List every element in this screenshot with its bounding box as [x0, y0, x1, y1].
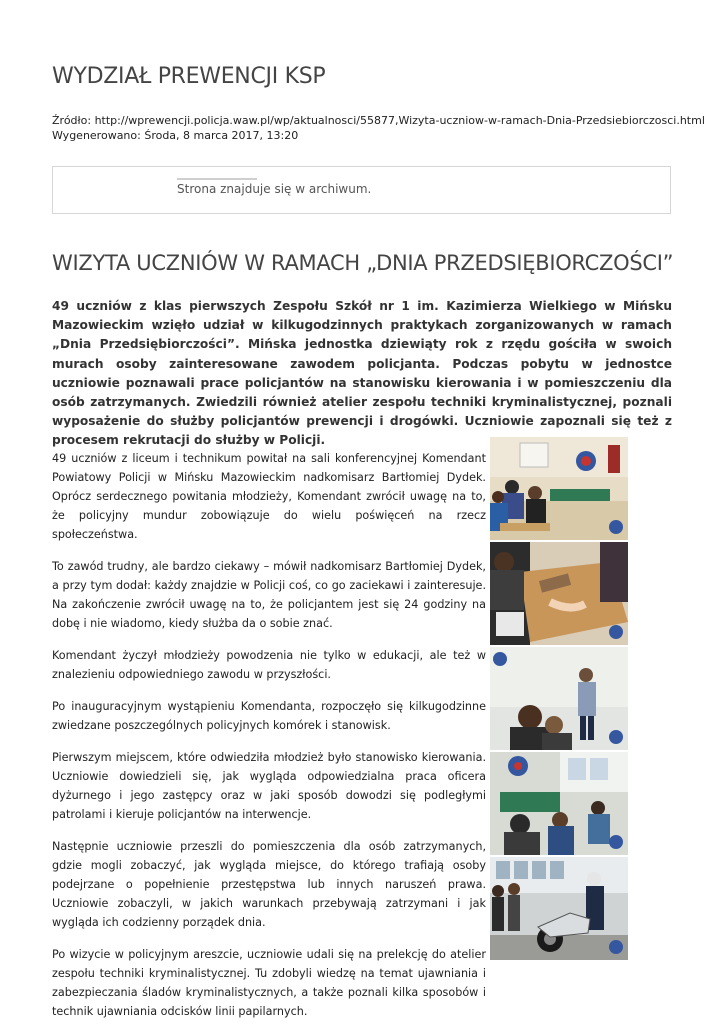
paragraph: To zawód trudny, ale bardzo ciekawy – mówił nadkomisarz Bartłomiej Dydek, a przy tym dodał: każdy znajdzie w Policji coś, co go zaciekawi i zainteresuje. Na zakończenie zwrócił uwagę na to, że policjantem jest się 24 godziny na dobę i nie wiadomo, kiedy służba da o sobie znać. [52, 560, 486, 630]
photo-fingerprint-desk[interactable] [490, 542, 628, 645]
photo-police-motorcycle[interactable] [490, 857, 628, 960]
archive-notice [52, 166, 671, 214]
article-lead: 49 uczniów z klas pierwszych Zespołu Szkół nr 1 im. Kazimierza Wielkiego w Mińsku Mazowieckim wzięło udział w kilkugodzinnych praktykach zorganizowanych w ramach „Dnia Przedsiębiorczości”. Mińska jednostka dziewiąty rok z rzędu gościła w swoich murach osoby zainteresowane zawodem policjanta. Podczas pobytu w jednostce uczniowie poznawali prace policjantów na stanowisku kierowania i w pomieszczeniu dla osób zatrzymanych. Zwiedzili również atelier zespołu techniki kryminalistycznej, poznali wyposażenie do służby policjantów prewencji i drogówki. Uczniowie zapoznali się też z procesem rekrutacji do służby w Policji. [52, 299, 672, 448]
photo-conference-room[interactable] [490, 437, 628, 540]
paragraph: Pierwszym miejscem, które odwiedziła młodzież było stanowisko kierowania. Uczniowie dowiedzieli się, jak wygląda odpowiedzialna praca oficera dyżurnego i jego zastępcy oraz w jaki sposób dowodzi się podległymi patrolami i kieruje policjantów na interwencje. [52, 751, 486, 821]
paragraph: Następnie uczniowie przeszli do pomieszczenia dla osób zatrzymanych, gdzie mogli zobaczyć, jak wygląda miejsce, do którego trafiają osoby podejrzane o popełnienie przestępstwa lub innych naruszeń prawa. Uczniowie zobaczyli, w jakich warunkach przebywają zatrzymani i jak wygląda ich codzienny porządek dnia. [52, 840, 486, 929]
source-url[interactable]: Źródło: http://wprewencji.policja.waw.pl/wp/aktualnosci/55877,Wizyta-uczniow-w-ramach-Dnia-Przedsiebiorczosci.html [52, 114, 705, 127]
paragraph: Po inauguracyjnym wystąpieniu Komendanta, rozpoczęło się kilkugodzinne zwiedzane poszczególnych policyjnych komórek i stanowisk. [52, 700, 486, 732]
site-title: WYDZIAŁ PREWENCJI KSP [52, 64, 326, 89]
archive-bar [177, 178, 257, 180]
archive-note: Strona znajduje się w archiwum. [177, 182, 372, 196]
paragraph: Komendant życzył młodzieży powodzenia nie tylko w edukacji, ale też w znalezieniu odpowiedniego zawodu w przyszłości. [52, 649, 486, 681]
paragraph: Po wizycie w policyjnym areszcie, uczniowie udali się na prelekcję do atelier zespołu techniki kryminalistycznej. Tu zdobyli wiedzę na temat ujawniania i zabezpieczania śladów kryminalistycznych, a także poznali kilka sposobów i technik ujawniania odcisków linii papilarnych. [52, 948, 486, 1018]
article-body [52, 449, 486, 1034]
photo-column [490, 437, 628, 962]
photo-officer-presentation[interactable] [490, 647, 628, 750]
paragraph: 49 uczniów z liceum i technikum powitał na sali konferencyjnej Komendant Powiatowy Policji w Mińsku Mazowieckim nadkomisarz Bartłomiej Dydek. Oprócz serdecznego powitania młodzieży, Komendant zwrócił uwagę na to, że policyjny mundur zobowiązuje do wielu poświęceń na rzecz społeczeństwa. [52, 452, 486, 541]
article-title: WIZYTA UCZNIÓW W RAMACH „DNIA PRZEDSIĘBIORCZOŚCI” [52, 251, 674, 275]
generated-date: Wygenerowano: Środa, 8 marca 2017, 13:20 [52, 129, 299, 142]
document-meta [52, 113, 705, 143]
photo-dispatch-room[interactable] [490, 752, 628, 855]
